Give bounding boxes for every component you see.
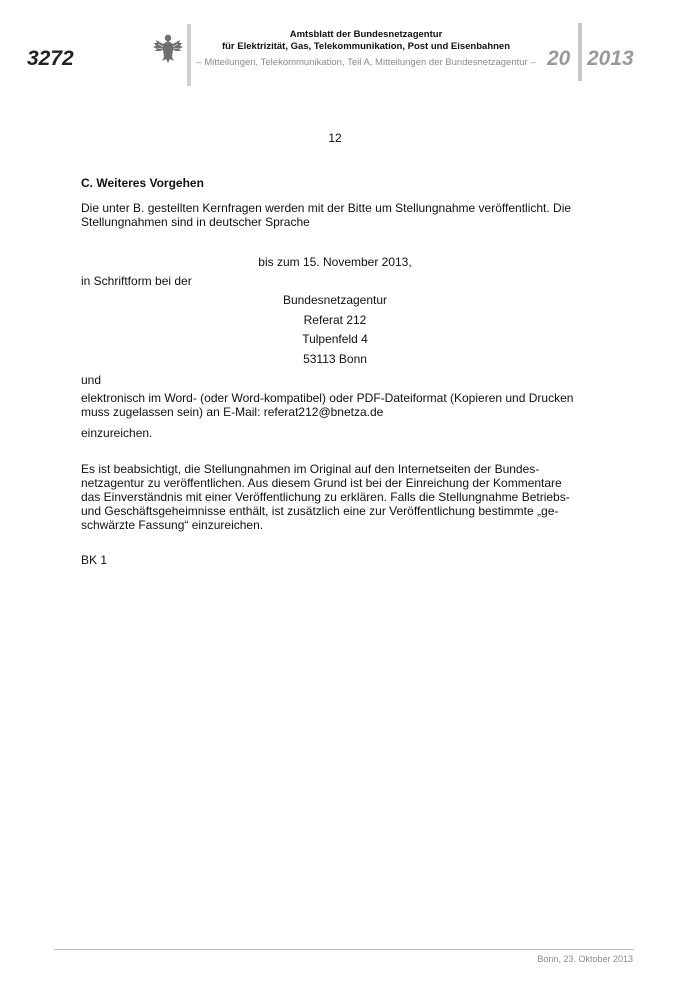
gazette-section: – Mitteilungen, Telekommunikation, Teil A, Mitteilungen der Bundesnetzagentur – [196,57,536,68]
conjunction: und [81,373,102,387]
address-unit: Referat 212 [303,313,367,327]
address-street: Tulpenfeld 4 [302,332,368,346]
page-number: 3272 [27,47,74,70]
footer-divider [54,949,634,950]
header-divider [187,24,191,86]
publication-note: Es ist beabsichtigt, die Stellungnahmen im Original auf den Internetseiten der Bundes-netzagentur zu veröffentlichen. Aus diesem Grund ist bei der Einreichung der Kommentare das Einverständnis mit einer Veröffentlichung zu erklären. Falls die Stellungnahme Betriebs- und Geschäftsgeheimnisse enthält, ist zusätzlich eine zur Veröffentlichung bestimmte „ge-schwärzte Fassung“ einzureichen. [81,462,570,532]
federal-eagle-icon [150,30,186,66]
submission-form: in Schriftform bei der [81,274,192,288]
issue-divider [578,23,582,81]
address-city: 53113 Bonn [303,352,367,366]
address-org: Bundesnetzagentur [282,293,388,307]
electronic-submission: elektronisch im Word- (oder Word-kompatibel) oder PDF-Dateiformat (Kopieren und Drucken muss zugelassen sein) an E-Mail: referat212@bnetza.de [81,391,574,419]
submit-instruction: einzureichen. [81,426,153,440]
issue-year: 2013 [587,47,634,70]
intro-paragraph: Die unter B. gestellten Kernfragen werden mit der Bitte um Stellungnahme veröffentlicht. Die Stellungnahmen sind in deutscher Sprache [81,201,572,229]
gazette-title: Amtsblatt der Bundesnetzagentur [289,29,443,40]
signature: BK 1 [81,553,108,567]
section-heading: C. Weiteres Vorgehen [81,176,204,190]
inner-page-number: 12 [328,131,342,145]
issue-number: 20 [547,47,571,70]
gazette-subtitle: für Elektrizität, Gas, Telekommunikation, Post und Eisenbahnen [221,41,511,52]
place-date: Bonn, 23. Oktober 2013 [537,954,633,964]
deadline: bis zum 15. November 2013, [258,255,412,269]
